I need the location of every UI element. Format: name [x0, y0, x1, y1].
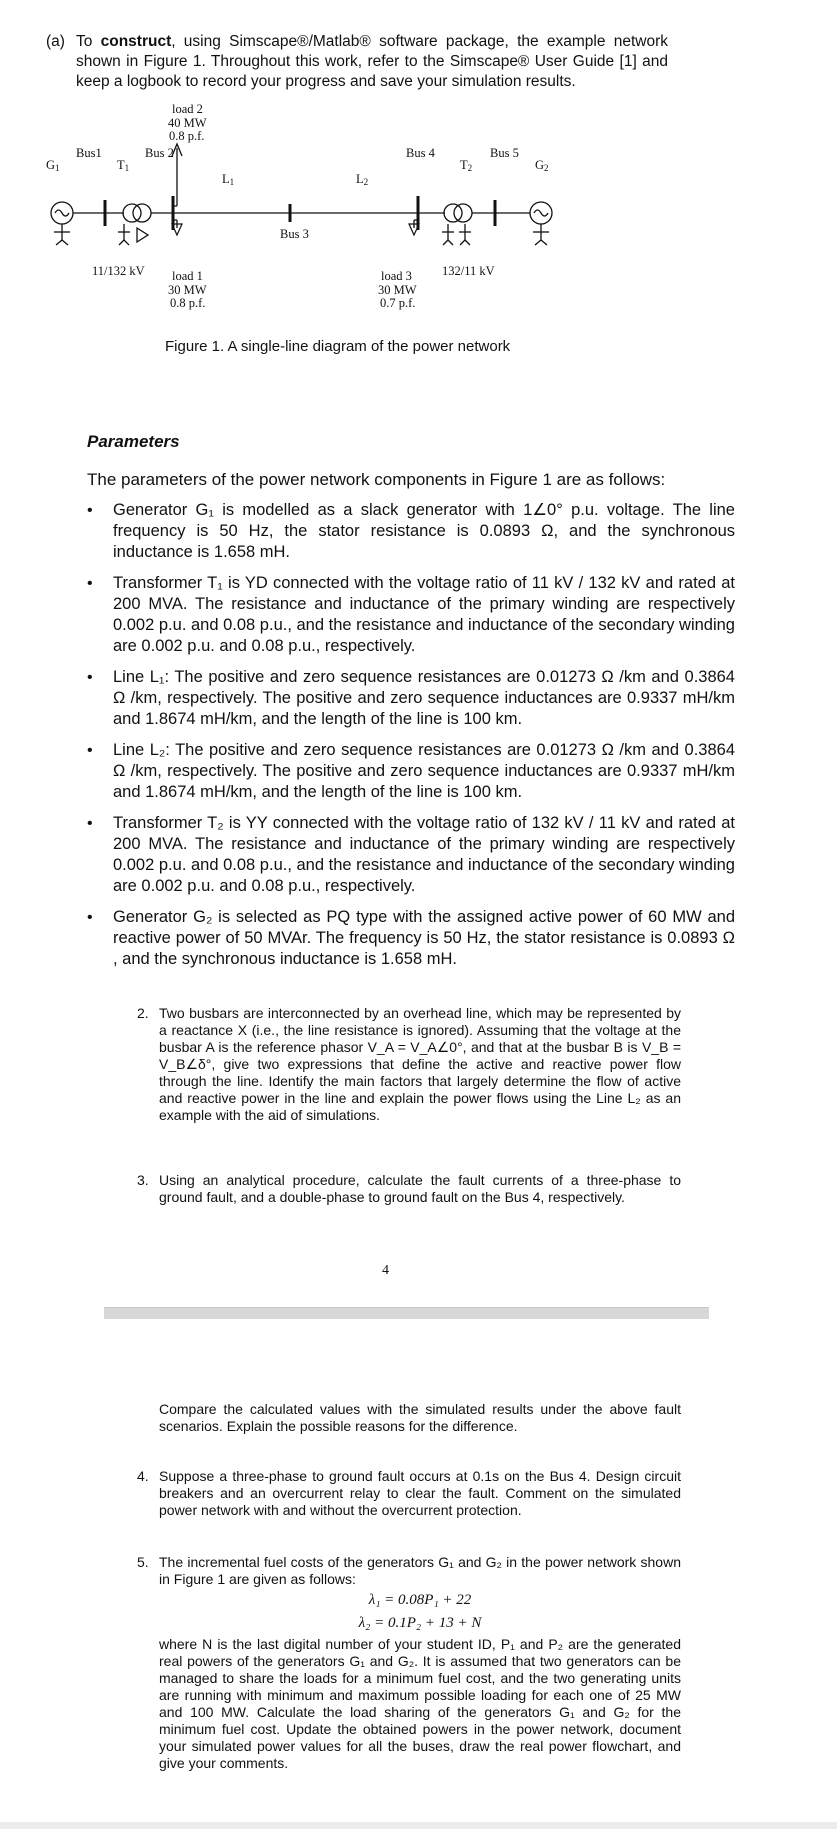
label-load3-pf: 0.7 p.f. [380, 295, 416, 310]
label-t2: $T_2$ [460, 157, 473, 174]
question-2-text: Two busbars are interconnected by an overhead line, which may be represented by a reactance X (i.e., the line resistance is ignored). Assuming that the voltage at the busbar A is the reference phasor V_A = V_A∠0°, and that at the busbar B is V_B = V_B∠δ°, give two expressions that define the active and reactive power flow through the line. Identify the main factors that largely determine the flow of active and reactive power in the line and explain the power flows using the Line L₂ as an example with the aid of simulations. [159, 1005, 681, 1123]
question-3 [137, 1172, 681, 1206]
transformer-t2-symbol [444, 204, 462, 222]
label-bus1: Bus1 [76, 145, 102, 160]
label-bus3: Bus 3 [280, 226, 309, 241]
question-2-number: 2. [137, 1005, 149, 1021]
label-bus2: Bus 2 [145, 145, 174, 160]
bottom-edge [0, 1822, 837, 1829]
label-load3-mw: 30 MW [378, 282, 417, 297]
label-kv-right: 132/11 kV [442, 263, 495, 278]
label-kv-left: 11/132 kV [92, 263, 145, 278]
label-load1: load 1 [172, 268, 203, 283]
list-item: • Transformer T₂ is YY connected with the voltage ratio of 132 kV / 11 kV and rated at 200 MVA. The resistance and inductance of the primary winding are respectively 0.002 p.u. and 0.08 p.u., and the resistance and inductance of the secondary winding are 0.002 p.u. and 0.08 p.u., respectively. [113, 813, 735, 897]
question-5-text: The incremental fuel costs of the generators G₁ and G₂ in the power network shown in Figure 1 are given as follows: [159, 1554, 681, 1587]
intro-label: (a) [46, 33, 65, 50]
equation-lambda-1: λ₁ = 0.08P₁ + 22 [368, 1592, 472, 1608]
question-5-number: 5. [137, 1554, 149, 1570]
intro-paragraph [46, 32, 668, 92]
parameters-heading: Parameters [87, 432, 180, 451]
label-bus4: Bus 4 [406, 145, 435, 160]
page-divider [104, 1307, 709, 1319]
list-item: • Line L₁: The positive and zero sequence resistances are 0.01273 Ω /km and 0.3864 Ω /km, respectively. The positive and zero sequence inductances are 0.9337 mH/km and 1.8674 mH/km, and the length of the line is 100 km. [113, 667, 735, 730]
list-item: • Line L₂: The positive and zero sequence resistances are 0.01273 Ω /km and 0.3864 Ω /km, respectively. The positive and zero sequence inductances are 0.9337 mH/km and 1.8674 mH/km, and the length of the line is 100 km. [113, 740, 735, 803]
question-4-text: Suppose a three-phase to ground fault occurs at 0.1s on the Bus 4. Design circuit breakers and an overcurrent relay to clear the fault. Comment on the simulated power network with and without the overcurrent protection. [159, 1468, 681, 1518]
single-line-diagram [40, 100, 700, 330]
intro-text-pre: To [76, 33, 101, 50]
label-g2: $G_2$ [535, 157, 549, 174]
list-item: • Generator G₂ is selected as PQ type with the assigned active power of 60 MW and reactive power of 50 MVAr. The frequency is 50 Hz, the stator resistance is 0.0893 Ω , and the synchronous inductance is 1.658 mH. [113, 907, 735, 970]
question-5-text-2: where N is the last digital number of your student ID, P₁ and P₂ are the generated real powers of the generators G₁ and G₂. It is assumed that two generators can be managed to share the loads for a minimum fuel cost, and the two generating units are running with minimum and maximum possible loading for each one of 25 MW and 100 MW. Calculate the load sharing of the generators G₁ and G₂ for the minimum fuel cost. Update the obtained powers in the power network, document your simulated power values for all the buses, draw the real power flowchart, and give your comments. [159, 1636, 681, 1771]
label-t1: $T_1$ [117, 157, 130, 174]
label-l2: $L_2$ [356, 171, 369, 188]
question-3-text: Using an analytical procedure, calculate the fault currents of a three-phase to ground fault, and a double-phase to ground fault on the Bus 4, respectively. [159, 1172, 681, 1205]
question-4 [137, 1468, 681, 1519]
label-load1-pf: 0.8 p.f. [170, 295, 206, 310]
label-bus5: Bus 5 [490, 145, 519, 160]
question-3-continued: Compare the calculated values with the simulated results under the above fault scenarios. Explain the possible reasons for the difference. [159, 1401, 681, 1434]
question-2 [137, 1005, 681, 1124]
question-4-number: 4. [137, 1468, 149, 1484]
label-load2-mw: 40 MW [168, 115, 207, 130]
intro-text-post: , using Simscape®/Matlab® software package, the example network shown in Figure 1. Throughout this work, refer to the Simscape® User Guide [1] and keep a logbook to record your progress and save your simulation results. [76, 33, 668, 90]
page-number: 4 [382, 1263, 389, 1278]
list-item: • Transformer T₁ is YD connected with the voltage ratio of 11 kV / 132 kV and rated at 200 MVA. The resistance and inductance of the primary winding are respectively 0.002 p.u. and 0.08 p.u., and the resistance and inductance of the secondary winding are 0.002 p.u. and 0.08 p.u., respectively. [113, 573, 735, 657]
figure-caption: Figure 1. A single-line diagram of the power network [165, 338, 511, 355]
intro-text-bold: construct [100, 33, 172, 50]
label-load2: load 2 [172, 101, 203, 116]
label-load2-pf: 0.8 p.f. [169, 128, 205, 143]
equation-lambda-2: λ₂ = 0.1P₂ + 13 + N [358, 1615, 482, 1631]
list-item: • Generator G₁ is modelled as a slack generator with 1∠0° p.u. voltage. The line frequency is 50 Hz, the stator resistance is 0.0893 Ω, and the synchronous inductance is 1.658 mH. [113, 500, 735, 563]
label-l1: $L_1$ [222, 171, 235, 188]
label-load1-mw: 30 MW [168, 282, 207, 297]
label-load3: load 3 [381, 268, 412, 283]
question-3-number: 3. [137, 1172, 149, 1188]
transformer-t1-symbol [123, 204, 141, 222]
parameters-list [113, 500, 735, 980]
label-g1: $G_1$ [46, 157, 60, 174]
parameters-intro: The parameters of the power network components in Figure 1 are as follows: [87, 470, 666, 489]
question-5 [137, 1554, 681, 1772]
